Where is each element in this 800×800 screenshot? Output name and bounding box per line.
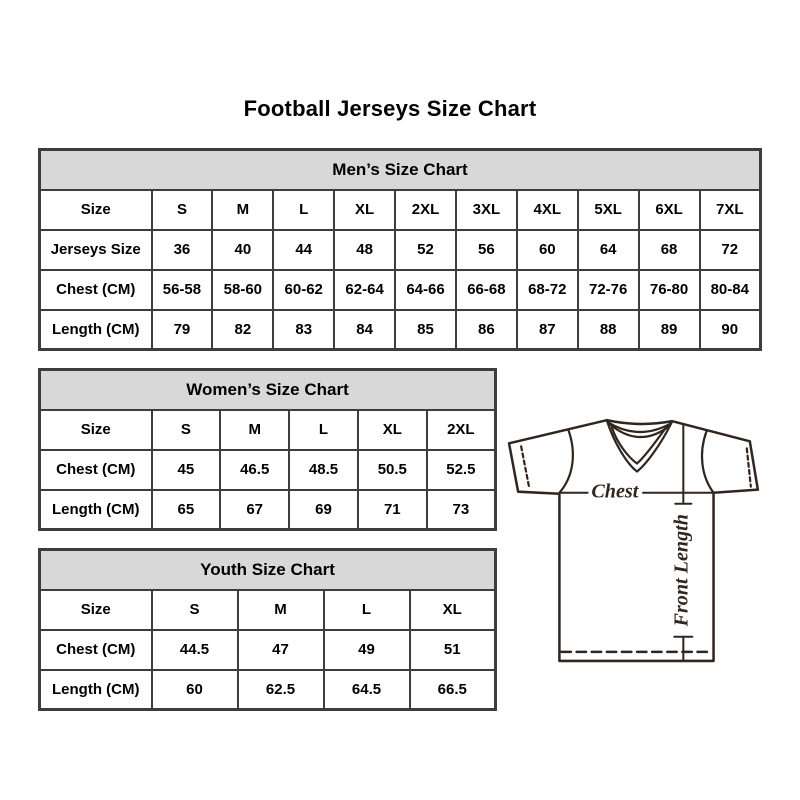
data-cell: S — [152, 190, 213, 230]
left-armhole-seam — [559, 430, 572, 492]
data-cell: 40 — [212, 230, 273, 270]
chest-label: Chest — [591, 480, 639, 503]
data-cell: 73 — [427, 490, 496, 530]
data-cell: 84 — [334, 310, 395, 350]
womens-size-table — [38, 368, 497, 531]
table-row — [40, 230, 761, 270]
data-cell: 83 — [273, 310, 334, 350]
table-title-row — [40, 150, 761, 190]
data-cell: 86 — [456, 310, 517, 350]
data-cell: 64 — [578, 230, 639, 270]
data-cell: 67 — [220, 490, 289, 530]
data-cell: 62-64 — [334, 270, 395, 310]
data-cell: 46.5 — [220, 450, 289, 490]
data-cell: 50.5 — [358, 450, 427, 490]
data-cell: 56-58 — [152, 270, 213, 310]
data-cell: 56 — [456, 230, 517, 270]
front-length-label: Front Length — [670, 514, 693, 627]
data-cell: M — [220, 410, 289, 450]
data-cell: 62.5 — [238, 670, 324, 710]
data-cell: 4XL — [517, 190, 578, 230]
data-cell: 2XL — [395, 190, 456, 230]
data-cell: 2XL — [427, 410, 496, 450]
table-row — [40, 670, 496, 710]
table-row — [40, 450, 496, 490]
data-cell: 3XL — [456, 190, 517, 230]
table-row — [40, 270, 761, 310]
left-cuff-dashed-line — [521, 446, 529, 487]
youth-size-table — [38, 548, 497, 711]
data-cell: 66-68 — [456, 270, 517, 310]
table-title: Men’s Size Chart — [40, 150, 761, 190]
data-cell: XL — [358, 410, 427, 450]
table-row — [40, 310, 761, 350]
data-cell: 72-76 — [578, 270, 639, 310]
jersey-outline — [509, 420, 758, 661]
data-cell: 80-84 — [700, 270, 761, 310]
page-title: Football Jerseys Size Chart — [243, 96, 537, 121]
table-title: Youth Size Chart — [40, 550, 496, 590]
table-title-row — [40, 550, 496, 590]
table-title-row — [40, 370, 496, 410]
row-header-cell: Length (CM) — [40, 310, 152, 350]
data-cell: 48.5 — [289, 450, 358, 490]
data-cell: XL — [334, 190, 395, 230]
data-cell: 90 — [700, 310, 761, 350]
data-cell: 79 — [152, 310, 213, 350]
table-row — [40, 590, 496, 630]
data-cell: L — [324, 590, 410, 630]
row-header-cell: Size — [40, 590, 152, 630]
table-row — [40, 410, 496, 450]
data-cell: 72 — [700, 230, 761, 270]
data-cell: 45 — [152, 450, 221, 490]
data-cell: 60-62 — [273, 270, 334, 310]
table-title: Women’s Size Chart — [40, 370, 496, 410]
data-cell: 68-72 — [517, 270, 578, 310]
data-cell: 52.5 — [427, 450, 496, 490]
data-cell: 7XL — [700, 190, 761, 230]
data-cell: 82 — [212, 310, 273, 350]
data-cell: XL — [410, 590, 496, 630]
data-cell: S — [152, 410, 221, 450]
data-cell: 89 — [639, 310, 700, 350]
data-cell: 87 — [517, 310, 578, 350]
row-header-cell: Chest (CM) — [40, 630, 152, 670]
data-cell: 85 — [395, 310, 456, 350]
row-header-cell: Size — [40, 190, 152, 230]
data-cell: M — [238, 590, 324, 630]
data-cell: M — [212, 190, 273, 230]
data-cell: 66.5 — [410, 670, 496, 710]
data-cell: L — [273, 190, 334, 230]
data-cell: 48 — [334, 230, 395, 270]
data-cell: 69 — [289, 490, 358, 530]
right-cuff-dashed-line — [747, 448, 751, 486]
data-cell: 64-66 — [395, 270, 456, 310]
data-cell: S — [152, 590, 238, 630]
data-cell: 36 — [152, 230, 213, 270]
data-cell: 44.5 — [152, 630, 238, 670]
data-cell: 64.5 — [324, 670, 410, 710]
data-cell: 71 — [358, 490, 427, 530]
data-cell: 60 — [517, 230, 578, 270]
data-cell: 5XL — [578, 190, 639, 230]
row-header-cell: Length (CM) — [40, 490, 152, 530]
data-cell: 88 — [578, 310, 639, 350]
data-cell: 51 — [410, 630, 496, 670]
row-header-cell: Chest (CM) — [40, 270, 152, 310]
row-header-cell: Chest (CM) — [40, 450, 152, 490]
row-header-cell: Length (CM) — [40, 670, 152, 710]
data-cell: 76-80 — [639, 270, 700, 310]
row-header-cell: Size — [40, 410, 152, 450]
table-row — [40, 190, 761, 230]
row-header-cell: Jerseys Size — [40, 230, 152, 270]
data-cell: 52 — [395, 230, 456, 270]
data-cell: 47 — [238, 630, 324, 670]
data-cell: 65 — [152, 490, 221, 530]
data-cell: 49 — [324, 630, 410, 670]
mens-size-table — [38, 148, 762, 351]
right-armhole-seam — [702, 431, 714, 492]
data-cell: 58-60 — [212, 270, 273, 310]
table-row — [40, 490, 496, 530]
data-cell: 6XL — [639, 190, 700, 230]
data-cell: 44 — [273, 230, 334, 270]
jersey-measurement-diagram — [503, 398, 775, 670]
data-cell: 68 — [639, 230, 700, 270]
data-cell: L — [289, 410, 358, 450]
table-row — [40, 630, 496, 670]
jersey-diagram-svg — [503, 398, 775, 670]
data-cell: 60 — [152, 670, 238, 710]
